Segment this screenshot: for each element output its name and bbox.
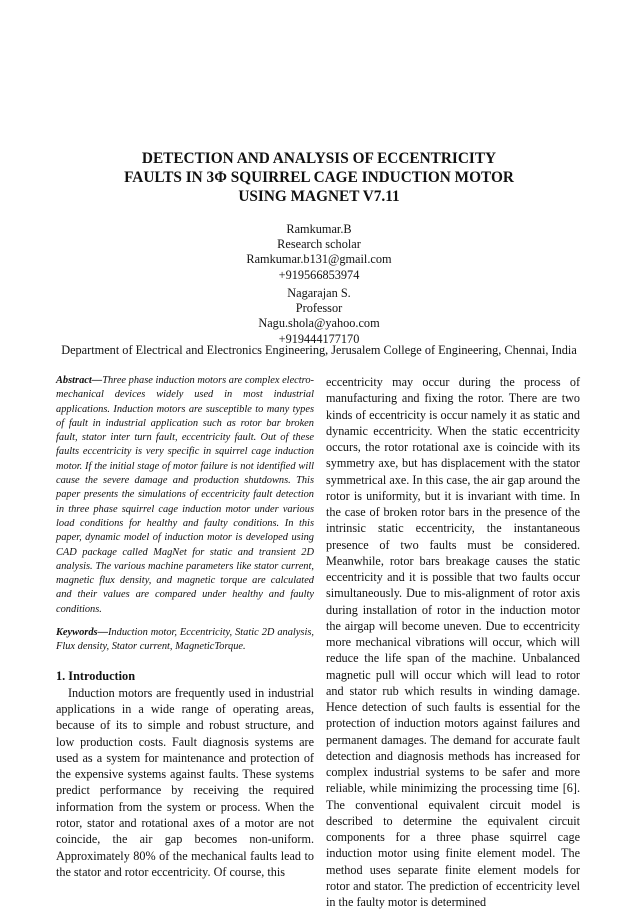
affiliation: Department of Electrical and Electronics Engineering, Jerusalem College of Engineering, Chennai, India xyxy=(61,343,577,357)
author-email: Ramkumar.b131@gmail.com xyxy=(246,252,392,267)
section-heading-introduction: 1. Introduction xyxy=(56,668,136,683)
keywords-text: Induction motor, Eccentricity, Static 2D analysis, Flux density, Stator current, MagneticTorque. xyxy=(56,627,314,653)
abstract-label: Abstract— xyxy=(56,375,103,386)
right-column-text: eccentricity may occur during the process of manufacturing and fixing the rotor. There are two kinds of eccentricity is occur namely it as static and dynamic eccentricity. When the static eccentricity occurs, the rotor rotational axe is coincide with its symmetry axe, but has displacement with the stator symmetrical axe. In this case, the air gap around the rotor is uniformity, but it is invariant with time. In the case of broken rotor bars in the presence of the intrinsic static eccentricity, the instantaneous presence of two faults must be considered. Meanwhile, rotor bars breakage causes the static eccentricity and it is possible that two faults occur simultaneously. Due to mis-alignment of rotor axis during installation of rotor in the induction motor the airgap will become uneven. Due to eccentricity more mechanical vibrations will occur, which will reduce the life span of the machine. Unbalanced magnetic pull will occur which will lead to rotor and stator rub which results in winding damage. Hence detection of such faults is essential for the protection of induction motors against failures and permanent damages. The demand for accurate fault detection and diagnosis methods has increased for complex industrial systems to be safer and more reliable, while minimizing the processing time [6]. The conventional equivalent circuit model is described to determine the equivalent circuit components for a three phase squirrel cage induction motor using finite element model. The method uses separate finite element models for rotor and stator. The prediction of eccentricity level in the faulty motor is determined xyxy=(326,375,580,909)
abstract xyxy=(56,374,314,617)
author-block-2 xyxy=(0,286,638,347)
author-phone: +919566853974 xyxy=(278,267,360,282)
right-column xyxy=(326,374,580,910)
author-role: Research scholar xyxy=(277,237,361,252)
author-phone: +919444177170 xyxy=(278,331,360,346)
paper-title xyxy=(0,149,638,206)
author-block-1 xyxy=(0,222,638,283)
title-line-3: USING MAGNET V7.11 xyxy=(238,188,400,205)
title-line-2: FAULTS IN 3Φ SQUIRREL CAGE INDUCTION MOTOR xyxy=(124,169,514,186)
abstract-text: Three phase induction motors are complex electro-mechanical devices widely used in most industrial applications. Induction motors are susceptible to many types of fault in industrial application such as rotor bar broken fault, stator inter turn fault, eccentricity fault. Out of these faults eccentricity is very specific in squirrel cage induction motor. If the initial stage of motor failure is not identified will cause the severe damage and production shutdowns. This paper presents the simulations of eccentricity fault detection in three phase squirrel cage induction motor under various load conditions for healthy and faulty conditions. In this paper, dynamic model of induction motor is developed using CAD package called MagNet for static and transient 2D analysis. The various machine parameters like stator current, magnetic flux density, and magnetic torque are calculated and their values are compared under healthy and faulty conditions. xyxy=(56,375,314,615)
keywords xyxy=(56,626,314,655)
author-name: Nagarajan S. xyxy=(287,286,351,300)
introduction-text: Induction motors are frequently used in industrial applications in a wide range of operating areas, because of its to simple and robust structure, and low production costs. Fault diagnosis systems are used as a system for maintenance and protection of the expensive systems against faults. These systems predict performance by receiving the required information from the system or process. When the rotor, stator and rotational axes of a motor are not coincide, the air gap becomes non-uniform. Approximately 80% of the mechanical faults lead to the stator and rotor eccentricity. Of course, this xyxy=(56,685,314,879)
keywords-label: Keywords— xyxy=(56,627,108,639)
left-column xyxy=(56,374,314,880)
author-role: Professor xyxy=(295,301,343,316)
author-email: Nagu.shola@yahoo.com xyxy=(258,316,380,331)
author-name: Ramkumar.B xyxy=(286,222,352,236)
title-line-1: DETECTION AND ANALYSIS OF ECCENTRICITY xyxy=(141,150,497,167)
